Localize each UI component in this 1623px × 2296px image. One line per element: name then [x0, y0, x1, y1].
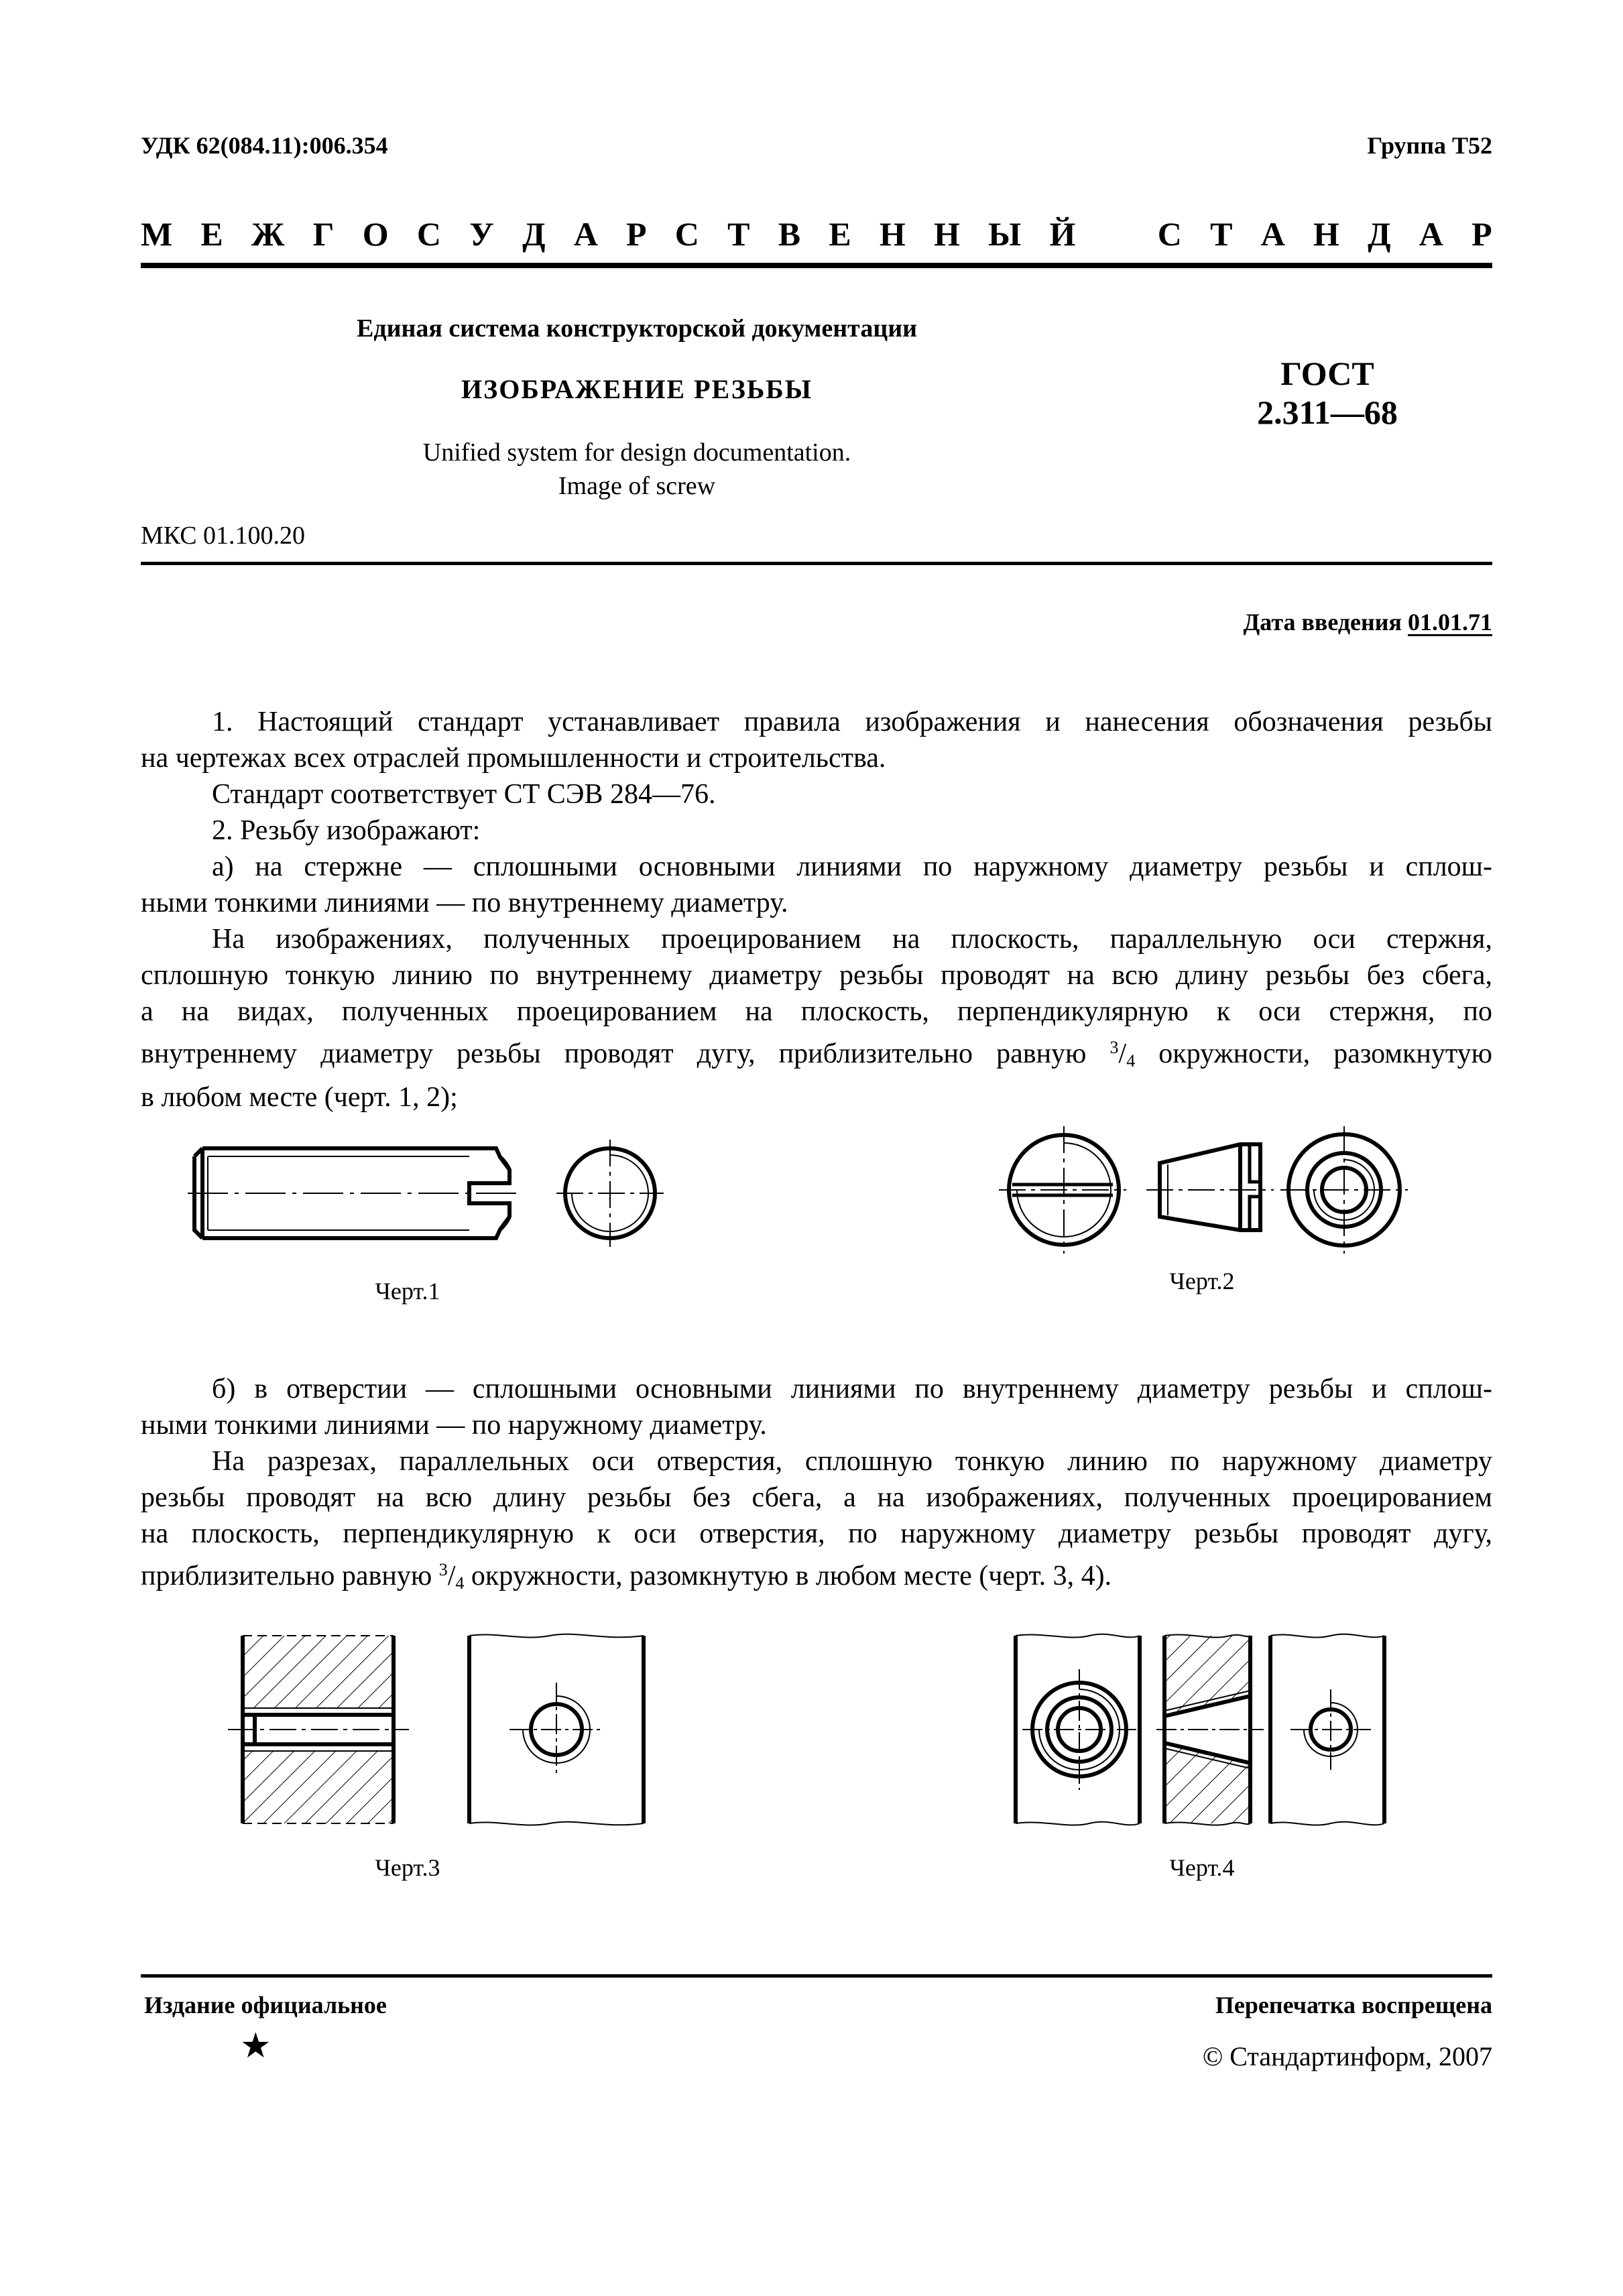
intro-date-value: 01.01.71 [1408, 609, 1492, 636]
banner-letter: В [778, 215, 801, 253]
group-code: Группа Т52 [1367, 132, 1492, 159]
text-run: окружности, разомкнутую в любом месте (черт. 3, 4). [471, 1561, 1112, 1591]
banner-letter: Г [312, 215, 335, 253]
english-title-line2: Image of screw [558, 472, 716, 500]
fraction-denominator: 4 [1126, 1051, 1136, 1071]
figure-3-threaded-hole [228, 1629, 697, 1850]
banner-letter: О [362, 215, 389, 253]
english-title-line1: Unified system for design documentation. [422, 438, 851, 467]
intro-date [1244, 608, 1493, 636]
paragraph: 1. Настоящий стандарт устанавливает правила изображения и нанесения обозначения резьбы [212, 707, 1492, 737]
banner-letter: Д [522, 215, 546, 253]
fraction-denominator: 4 [455, 1573, 465, 1593]
figure-3-caption: Черт.3 [375, 1854, 440, 1881]
paragraph: На разрезах, параллельных оси отверстия, сплошную тонкую линию по наружному диаметру [212, 1446, 1492, 1477]
fraction-numerator: 3 [1109, 1038, 1119, 1057]
paragraph: ными тонкими линиями — по наружному диаметру. [141, 1410, 767, 1441]
text-run: приблизительно равную [141, 1561, 432, 1591]
figure-4-conical-hole [1009, 1629, 1492, 1850]
text-run: внутреннему диаметру резьбы проводят дугу, приблизительно равную [141, 1038, 1087, 1069]
banner-letter: Е [829, 215, 851, 253]
banner-letter: Р [626, 215, 647, 253]
fraction-three-quarters: $^3/_4$ [1109, 1038, 1136, 1071]
intro-date-label: Дата введения [1243, 609, 1402, 636]
banner-letter: А [1260, 215, 1285, 253]
gost-label: ГОСТ [1280, 355, 1374, 392]
title-rule [141, 562, 1492, 565]
banner-rule [141, 263, 1492, 268]
standard-banner [141, 215, 1492, 253]
paragraph [141, 1552, 1492, 1602]
paragraph: Стандарт соответствует СТ СЭВ 284—76. [212, 779, 716, 810]
official-edition: Издание официальное [144, 1992, 387, 2018]
fraction-numerator: 3 [438, 1560, 448, 1579]
figure-1-threaded-rod [181, 1126, 690, 1274]
copyright: © Стандартинформ, 2007 [1202, 2041, 1492, 2071]
paragraph: ными тонкими линиями — по внутреннему диаметру. [141, 888, 788, 918]
system-title: Единая система конструкторской документации [357, 314, 917, 343]
banner-letter: Ы [988, 215, 1022, 253]
reprint-prohibited: Перепечатка воспрещена [1215, 1992, 1492, 2018]
banner-letter: Р [1471, 215, 1492, 253]
banner-letter: Т [1210, 215, 1233, 253]
banner-letter: С [1157, 215, 1182, 253]
paragraph: на чертежах всех отраслей промышленности и строительства. [141, 743, 886, 774]
banner-letter: У [469, 215, 494, 253]
figure-2-caption: Черт.2 [1169, 1268, 1235, 1294]
footer-rule [141, 1974, 1492, 1978]
banner-letter: Н [1313, 215, 1339, 253]
star-icon: ★ [240, 2027, 272, 2065]
banner-letter: Ж [251, 215, 285, 253]
udk-code: УДК 62(084.11):006.354 [141, 132, 388, 159]
english-title [268, 436, 1006, 503]
gost-code: 2.311—68 [1257, 394, 1398, 431]
paragraph [141, 1030, 1492, 1079]
banner-word-gap [1104, 215, 1130, 253]
document-title: ИЗОБРАЖЕНИЕ РЕЗЬБЫ [461, 374, 813, 404]
paragraph: а) на стержне — сплошными основными линиями по наружному диаметру резьбы и сплош- [212, 851, 1492, 882]
banner-letter: Н [879, 215, 906, 253]
paragraph: а на видах, полученных проецированием на плоскость, перпендикулярную к оси стержня, по [141, 996, 1492, 1027]
paragraph: на плоскость, перпендикулярную к оси отверстия, по наружному диаметру резьбы проводят дугу, [141, 1518, 1492, 1549]
banner-letter: С [674, 215, 699, 253]
banner-letter: Е [200, 215, 223, 253]
text-run: окружности, разомкнутую [1158, 1038, 1493, 1069]
paragraph: в любом месте (черт. 1, 2); [141, 1082, 458, 1113]
banner-letter: Т [727, 215, 750, 253]
banner-letter: М [141, 215, 173, 253]
paragraph: резьбы проводят на всю длину резьбы без сбега, а на изображениях, полученных проецированием [141, 1482, 1492, 1513]
body-section-a [141, 704, 1492, 1115]
paragraph: б) в отверстии — сплошными основными линиями по внутреннему диаметру резьбы и сплош- [212, 1374, 1492, 1404]
banner-letter: Й [1049, 215, 1076, 253]
body-section-b [141, 1371, 1492, 1602]
fraction-three-quarters: $^3/_4$ [438, 1560, 465, 1593]
paragraph: 2. Резьбу изображают: [212, 815, 481, 846]
banner-letter: Д [1368, 215, 1391, 253]
banner-letter: С [416, 215, 441, 253]
banner-letter: А [573, 215, 598, 253]
banner-letter: Н [933, 215, 960, 253]
paragraph: На изображениях, полученных проецированием на плоскость, параллельную оси стержня, [212, 924, 1492, 955]
figure-1-caption: Черт.1 [375, 1278, 440, 1305]
mks-code: МКС 01.100.20 [141, 522, 306, 550]
banner-letter: А [1419, 215, 1443, 253]
paragraph: сплошную тонкую линию по внутреннему диаметру резьбы проводят на всю длину резьбы без сбега, [141, 960, 1492, 991]
figure-2-conical-rod [999, 1123, 1468, 1260]
gost-number [1187, 354, 1468, 432]
figure-4-caption: Черт.4 [1169, 1854, 1235, 1881]
